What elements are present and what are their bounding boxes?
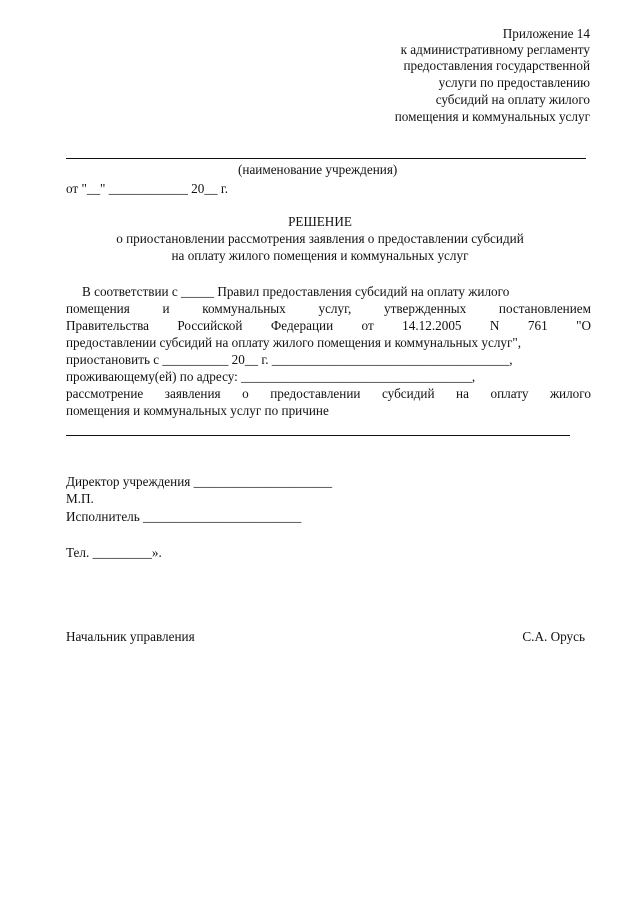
- body-word: услуг,: [318, 301, 352, 316]
- document-subtitle-line-2: на оплату жилого помещения и коммунальных услуг: [171, 248, 469, 263]
- body-word: утвержденных: [384, 301, 467, 316]
- annex-line-4: услуги по предоставлению: [438, 75, 590, 90]
- body-word: на: [456, 386, 469, 401]
- body-line-4: предоставлении субсидий на оплату жилого помещения и коммунальных услуг",: [66, 335, 522, 350]
- decision-date-line: от "__" ____________ 20__ г.: [66, 181, 229, 196]
- document-title: РЕШЕНИЕ: [288, 214, 352, 229]
- body-word: коммунальных: [202, 301, 286, 316]
- body-word: постановлением: [498, 301, 591, 316]
- director-signature-line: Директор учреждения _____________________: [66, 474, 333, 489]
- body-line-1: В соответствии с _____ Правил предоставления субсидий на оплату жилого: [82, 284, 510, 299]
- executor-signature-line: Исполнитель ________________________: [66, 509, 302, 524]
- annex-line-5: субсидий на оплату жилого: [435, 92, 590, 107]
- body-word: рассмотрение: [66, 386, 144, 401]
- body-word: и: [162, 301, 170, 316]
- body-word: помещения: [66, 301, 130, 316]
- body-word: о: [242, 386, 249, 401]
- body-word: субсидий: [381, 386, 435, 401]
- annex-line-6: помещения и коммунальных услуг: [394, 109, 590, 124]
- body-line-2: [66, 301, 591, 317]
- body-word: заявления: [164, 386, 221, 401]
- body-line-8: помещения и коммунальных услуг по причине: [66, 403, 329, 418]
- body-word: Правительства: [66, 318, 149, 333]
- head-name: С.А. Орусь: [522, 629, 585, 644]
- phone-line: Тел. _________».: [66, 545, 162, 560]
- institution-name-rule: [66, 158, 586, 159]
- body-word: Российской: [177, 318, 243, 333]
- body-word: оплату: [490, 386, 529, 401]
- body-word: 761: [527, 318, 548, 333]
- body-word: от: [361, 318, 374, 333]
- annex-line-2: к административному регламенту: [400, 42, 590, 57]
- institution-caption: (наименование учреждения): [238, 162, 398, 177]
- annex-line-3: предоставления государственной: [403, 58, 590, 73]
- body-word: N: [489, 318, 500, 333]
- body-line-5: приостановить с __________ 20__ г. ____________________________________,: [66, 352, 513, 367]
- document-subtitle-line-1: о приостановлении рассмотрения заявления о предоставлении субсидий: [116, 231, 524, 246]
- body-word: жилого: [549, 386, 591, 401]
- body-line-6: проживающему(ей) по адресу: ___________________________________,: [66, 369, 476, 384]
- stamp-label: М.П.: [66, 491, 94, 506]
- body-word: предоставлении: [270, 386, 361, 401]
- body-line-7: [66, 386, 591, 402]
- body-word: 14.12.2005: [402, 318, 462, 333]
- body-word: Федерации: [270, 318, 334, 333]
- annex-line-1: Приложение 14: [502, 26, 590, 41]
- body-word: "О: [576, 318, 591, 333]
- head-position: Начальник управления: [66, 629, 195, 644]
- reason-rule: [66, 435, 570, 436]
- body-line-3: [66, 318, 591, 334]
